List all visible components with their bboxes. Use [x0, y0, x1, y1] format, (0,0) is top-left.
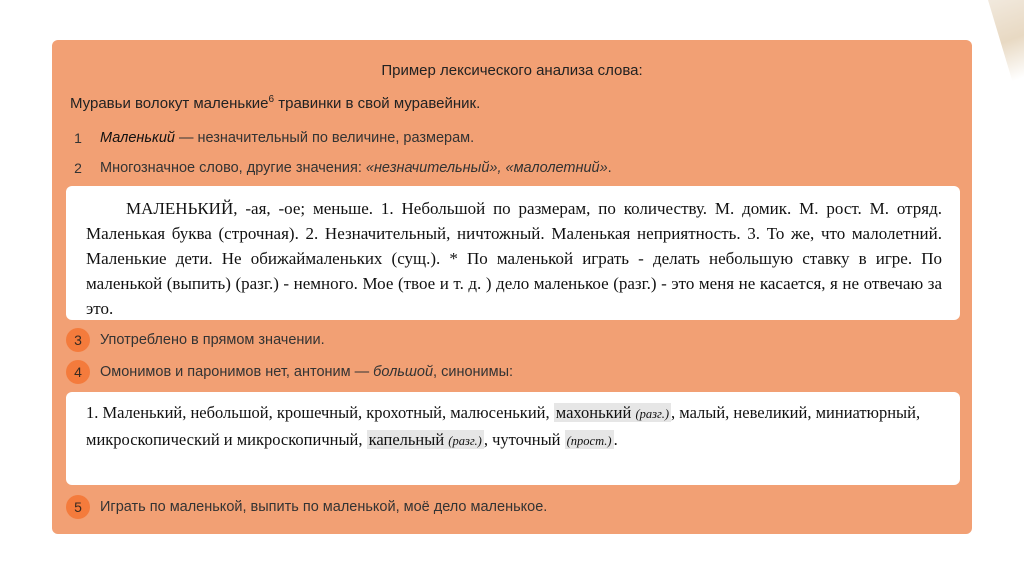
step-2-italic: «незначительный», «малолетний»	[365, 160, 608, 176]
step-4-italic: большой	[373, 364, 434, 380]
synonyms-end: .	[613, 430, 618, 449]
step-5	[66, 495, 547, 519]
synonym-highlight-1	[554, 403, 671, 422]
synonym-highlight-2	[367, 430, 484, 449]
step-1-text: — незначительный по величине, размерам.	[174, 130, 475, 146]
example-sentence-start: Муравьи волокут маленькие	[70, 95, 269, 112]
footnote-marker: 6	[268, 94, 275, 105]
synonym-tag-1: (разг.)	[635, 407, 669, 421]
synonym-word-2: капельный	[368, 430, 445, 449]
step-2-text: Многозначное слово, другие значения:	[100, 160, 366, 176]
synonym-word-1: махонький	[555, 403, 632, 422]
slide-title: Пример лексического анализа слова:	[381, 62, 643, 79]
dictionary-entry: МАЛЕНЬКИЙ, -ая, -ое; меньше. 1. Небольшой по размерам, по количеству. М. домик. М. рост. М. отряд. Маленькая буква (строчная). 2. Незначительный, ничтожный. Маленькая неприятность. 3. То же, что малолетний. Маленькие дети. Не обижаймаленьких (сущ.). * По маленькой играть - делать небольшую ставку в игре. По маленькой (выпить) (разг.) - немного. Мое (твое и т. д. ) дело маленькое (разг.) - это меня не касается, я не отвечаю за это.	[86, 199, 942, 318]
step-number: 1	[74, 130, 82, 146]
step-4-tail: , синонимы:	[433, 364, 514, 380]
step-number: 4	[66, 360, 90, 384]
synonyms-part-2: , малый, невеликий, миниатюрный, микроскопический и микроскопичный,	[86, 403, 921, 449]
slide-panel	[52, 40, 972, 534]
step-4-text: Омонимов и паронимов нет, антоним —	[100, 364, 374, 380]
step-3	[66, 328, 325, 352]
synonym-tag-3: (прост.)	[566, 434, 612, 448]
step-number: 2	[74, 160, 82, 176]
synonym-tag-2: (разг.)	[448, 434, 482, 448]
step-4	[66, 360, 513, 384]
step-2	[66, 156, 612, 180]
dictionary-entry-box	[66, 186, 960, 320]
step-2-tail: .	[607, 160, 612, 176]
synonym-highlight-3	[565, 430, 614, 449]
step-number: 3	[66, 328, 90, 352]
step-5-text: Играть по маленькой, выпить по маленькой, моё дело маленькое.	[100, 499, 548, 515]
example-sentence	[70, 94, 480, 112]
synonyms-part-3: , чуточный	[483, 430, 565, 449]
step-3-text: Употреблено в прямом значении.	[100, 332, 325, 348]
step-1	[66, 126, 474, 150]
example-sentence-end: травинки в свой муравейник.	[274, 95, 481, 112]
synonyms-box	[66, 392, 960, 485]
synonyms-part-1: 1. Маленький, небольшой, крошечный, крохотный, малюсенький,	[86, 403, 554, 422]
step-number: 5	[66, 495, 90, 519]
corner-decoration	[964, 0, 1024, 120]
step-1-italic: Маленький	[100, 130, 175, 146]
